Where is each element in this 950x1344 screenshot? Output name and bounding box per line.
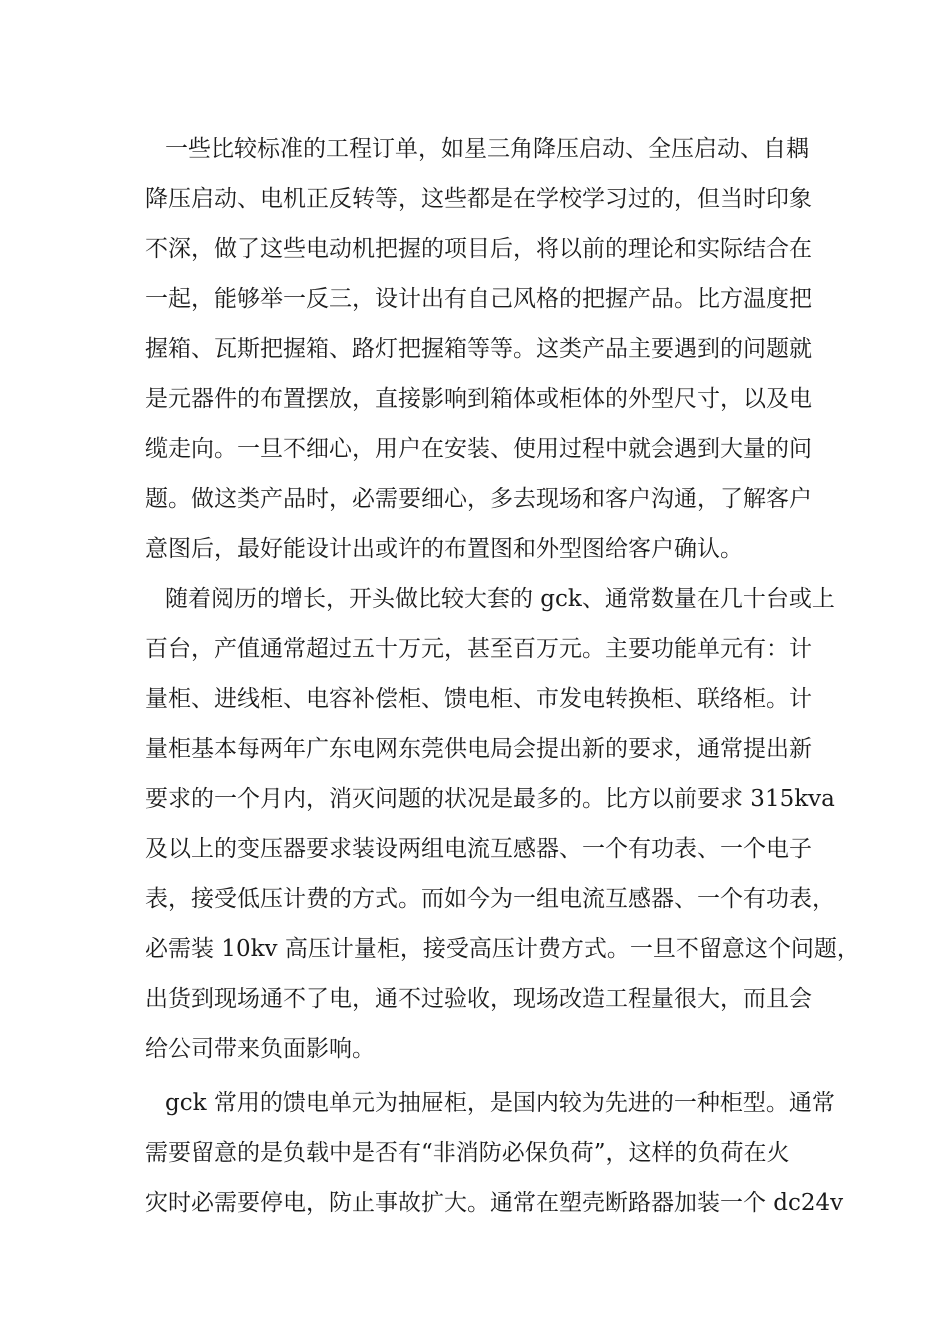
text-line: 出货到现场通不了电，通不过验收，现场改造工程量很大，而且会: [145, 986, 812, 1012]
paragraph-2: [145, 574, 860, 1074]
text-line: 题。做这类产品时，必需要细心，多去现场和客户沟通，了解客户: [145, 486, 812, 512]
text-line: 百台，产值通常超过五十万元，甚至百万元。主要功能单元有：计: [145, 636, 812, 662]
text-line: 缆走向。一旦不细心，用户在安装、使用过程中就会遇到大量的问: [145, 436, 812, 462]
text-line: 量柜基本每两年广东电网东莞供电局会提出新的要求，通常提出新: [145, 736, 812, 762]
text-line: 是元器件的布置摆放，直接影响到箱体或柜体的外型尺寸，以及电: [145, 386, 812, 412]
document-body: [145, 124, 860, 1228]
text-line: 及以上的变压器要求装设两组电流互感器、一个有功表、一个电子: [145, 836, 812, 862]
text-line: 不深，做了这些电动机把握的项目后，将以前的理论和实际结合在: [145, 236, 812, 262]
text-line: 要求的一个月内，消灭问题的状况是最多的。比方以前要求 315kva: [145, 786, 835, 812]
text-line: 需要留意的是负载中是否有“非消防必保负荷”，这样的负荷在火: [145, 1140, 790, 1166]
text-line: 一些比较标准的工程订单，如星三角降压启动、全压启动、自耦: [165, 136, 809, 162]
text-line: 量柜、进线柜、电容补偿柜、馈电柜、市发电转换柜、联络柜。计: [145, 686, 812, 712]
text-line: 表，接受低压计费的方式。而如今为一组电流互感器、一个有功表，: [145, 886, 835, 912]
text-line: 随着阅历的增长，开头做比较大套的 gck、通常数量在几十台或上: [165, 586, 835, 612]
text-line: gck 常用的馈电单元为抽屉柜，是国内较为先进的一种柜型。通常: [165, 1090, 835, 1116]
text-line: 一起，能够举一反三，设计出有自己风格的把握产品。比方温度把: [145, 286, 812, 312]
paragraph-1: [145, 124, 825, 574]
text-line: 降压启动、电机正反转等，这些都是在学校学习过的，但当时印象: [145, 186, 812, 212]
paragraph-3: [145, 1078, 844, 1228]
text-line: 灾时必需要停电，防止事故扩大。通常在塑壳断路器加装一个 dc24v: [145, 1190, 844, 1216]
text-line: 握箱、瓦斯把握箱、路灯把握箱等等。这类产品主要遇到的问题就: [145, 336, 812, 362]
text-line: 意图后，最好能设计出或许的布置图和外型图给客户确认。: [145, 536, 743, 562]
text-line: 给公司带来负面影响。: [145, 1036, 375, 1062]
text-line: 必需装 10kv 高压计量柜，接受高压计费方式。一旦不留意这个问题，: [145, 936, 860, 962]
